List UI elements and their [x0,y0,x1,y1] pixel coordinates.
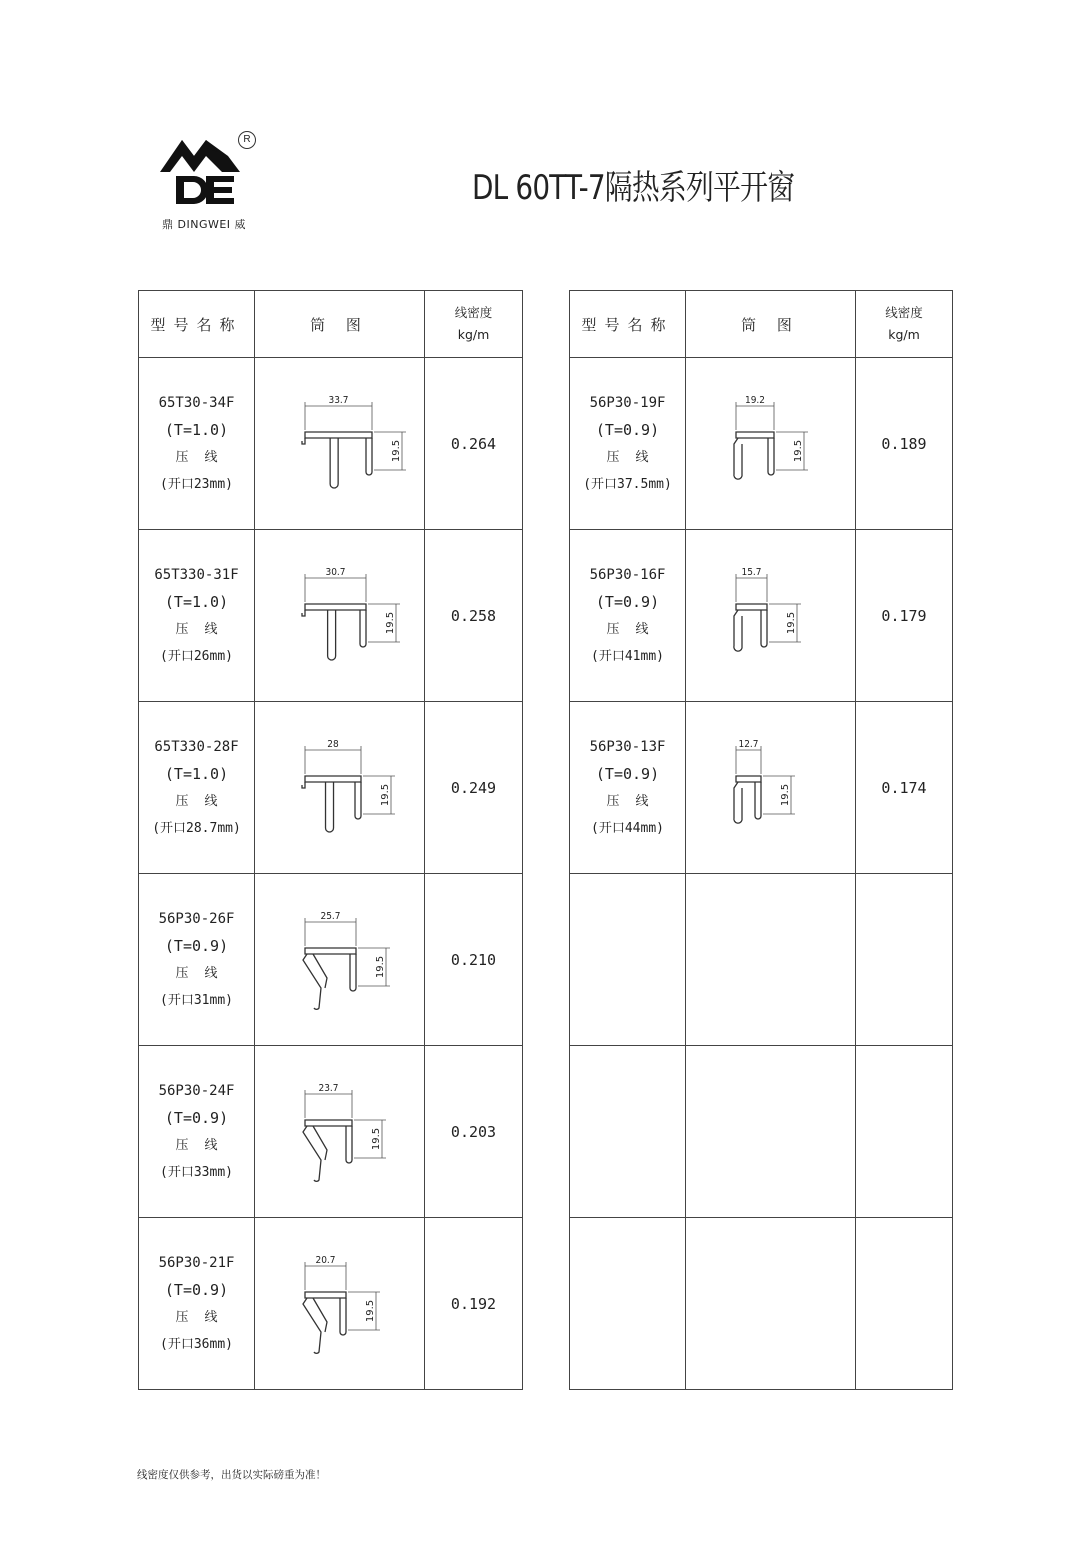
diagram-cell [255,1046,425,1218]
model-name-cell [570,874,686,1046]
model-code: 56P30-19F [589,394,666,411]
diagram-cell [686,530,856,702]
height-dimension-label: 19.5 [374,955,386,978]
width-dimension-label: 19.2 [744,394,765,406]
header-density-label: 线密度 [885,305,923,320]
model-code: 56P30-21F [158,1254,235,1271]
profile-diagram [265,1244,415,1364]
density-cell: 0.249 [425,702,523,874]
profile-kind: 压线 [175,1309,234,1325]
density-cell: 0.264 [425,358,523,530]
opening-size: (开口33mm) [160,1164,233,1180]
model-name-cell [139,702,255,874]
opening-size: (开口26mm) [160,648,233,664]
profile-diagram [696,728,846,848]
height-dimension-label: 19.5 [370,1127,382,1150]
width-dimension-label: 25.7 [319,910,341,922]
height-dimension-label: 19.5 [364,1299,376,1322]
model-code: 65T330-28F [154,738,239,755]
table-row [139,702,523,874]
profile-section-icon [733,604,766,651]
density-cell: 0.210 [425,874,523,1046]
header-density-unit: kg/m [888,327,920,342]
profile-section-icon [303,1120,352,1181]
model-code: 56P30-13F [589,738,666,755]
density-cell: 0.174 [856,702,953,874]
wall-thickness: (T=0.9) [164,1108,229,1127]
diagram-cell [686,874,856,1046]
diagram-cell [255,1218,425,1390]
wall-thickness: (T=1.0) [164,592,229,611]
profile-kind: 压线 [175,965,234,981]
table-header-row [570,291,953,358]
header-diagram: 筒 图 [255,291,425,358]
profile-diagram [696,556,846,676]
opening-size: (开口41mm) [591,648,664,664]
width-dimension-label: 28 [326,738,339,750]
density-cell: 0.189 [856,358,953,530]
profile-kind: 压线 [175,449,234,465]
height-dimension-label: 19.5 [390,439,402,462]
diagram-cell [255,874,425,1046]
model-code: 56P30-16F [589,566,666,583]
profile-kind: 压线 [606,793,665,809]
opening-size: (开口37.5mm) [583,476,672,492]
profile-section-icon [733,432,773,479]
table-header-row [139,291,523,358]
header-diagram: 筒 图 [686,291,856,358]
density-cell [856,1218,953,1390]
table-row [139,358,523,530]
wall-thickness: (T=0.9) [595,764,660,783]
opening-size: (开口44mm) [591,820,664,836]
header-density-unit: kg/m [457,327,490,342]
model-name-cell [570,530,686,702]
profile-kind: 压线 [175,1137,234,1153]
height-dimension-label: 19.5 [384,611,396,634]
profile-section-icon [302,776,361,832]
table-row [570,358,953,530]
width-dimension-label: 15.7 [740,566,762,578]
height-dimension-label: 19.5 [779,783,791,806]
height-dimension-label: 19.5 [785,611,797,634]
table-row [139,874,523,1046]
footnote: 线密度仅供参考，出货以实际磅重为准！ [137,1469,326,1481]
model-name-cell [570,702,686,874]
table-row [570,702,953,874]
opening-size: (开口23mm) [160,476,233,492]
wall-thickness: (T=0.9) [595,592,660,611]
profile-diagram [265,900,415,1020]
model-code: 65T330-31F [154,566,239,583]
profile-diagram [265,384,415,504]
page-title: DL 60TT-7隔热系列平开窗 [472,168,795,208]
width-dimension-label: 33.7 [327,394,349,406]
profile-section-icon [302,432,372,488]
density-cell [856,1046,953,1218]
model-name-cell [139,358,255,530]
width-dimension-label: 30.7 [324,566,346,578]
company-logo [160,128,260,238]
profile-kind: 压线 [175,793,234,809]
profile-table-left [138,290,523,1390]
wall-thickness: (T=0.9) [595,420,660,439]
density-cell: 0.192 [425,1218,523,1390]
model-name-cell [139,874,255,1046]
density-cell: 0.179 [856,530,953,702]
opening-size: (开口28.7mm) [152,820,241,836]
model-name-cell [570,1218,686,1390]
header-model-name: 型号名称 [570,291,686,358]
header-density-label: 线密度 [454,305,493,320]
profile-diagram [265,556,415,676]
logo-caption: 鼎 DINGWEI 威 [162,218,247,231]
profile-section-icon [303,1292,346,1353]
model-name-cell [139,1046,255,1218]
header-density [425,291,523,358]
diagram-cell [255,530,425,702]
model-name-cell [139,1218,255,1390]
height-dimension-label: 19.5 [792,439,804,462]
opening-size: (开口36mm) [160,1336,233,1352]
model-code: 65T30-34F [158,394,235,411]
model-code: 56P30-26F [158,910,235,927]
model-code: 56P30-24F [158,1082,235,1099]
profile-diagram [696,384,846,504]
density-cell: 0.203 [425,1046,523,1218]
profile-kind: 压线 [606,449,665,465]
width-dimension-label: 20.7 [314,1254,336,1266]
wall-thickness: (T=0.9) [164,1280,229,1299]
table-row [570,1218,953,1390]
profile-kind: 压线 [175,621,234,637]
diagram-cell [255,702,425,874]
model-name-cell [570,358,686,530]
diagram-cell [686,1046,856,1218]
diagram-cell [686,358,856,530]
header-density [856,291,953,358]
profile-diagram [265,728,415,848]
header-model-name: 型号名称 [139,291,255,358]
profile-section-icon [302,604,366,660]
model-name-cell [570,1046,686,1218]
table-row [139,1046,523,1218]
table-row [570,874,953,1046]
opening-size: (开口31mm) [160,992,233,1008]
profile-section-icon [733,776,760,823]
width-dimension-label: 23.7 [317,1082,339,1094]
registered-mark: R [238,131,256,149]
profile-kind: 压线 [606,621,665,637]
table-row [570,530,953,702]
table-row [139,1218,523,1390]
profile-diagram [265,1072,415,1192]
density-cell [856,874,953,1046]
logo-mark-icon [160,128,240,208]
model-name-cell [139,530,255,702]
diagram-cell [686,1218,856,1390]
wall-thickness: (T=1.0) [164,764,229,783]
table-row [139,530,523,702]
wall-thickness: (T=1.0) [164,420,229,439]
height-dimension-label: 19.5 [379,783,391,806]
profile-table-right [569,290,953,1390]
diagram-cell [686,702,856,874]
wall-thickness: (T=0.9) [164,936,229,955]
table-row [570,1046,953,1218]
profile-section-icon [303,948,356,1009]
diagram-cell [255,358,425,530]
width-dimension-label: 12.7 [737,738,759,750]
density-cell: 0.258 [425,530,523,702]
